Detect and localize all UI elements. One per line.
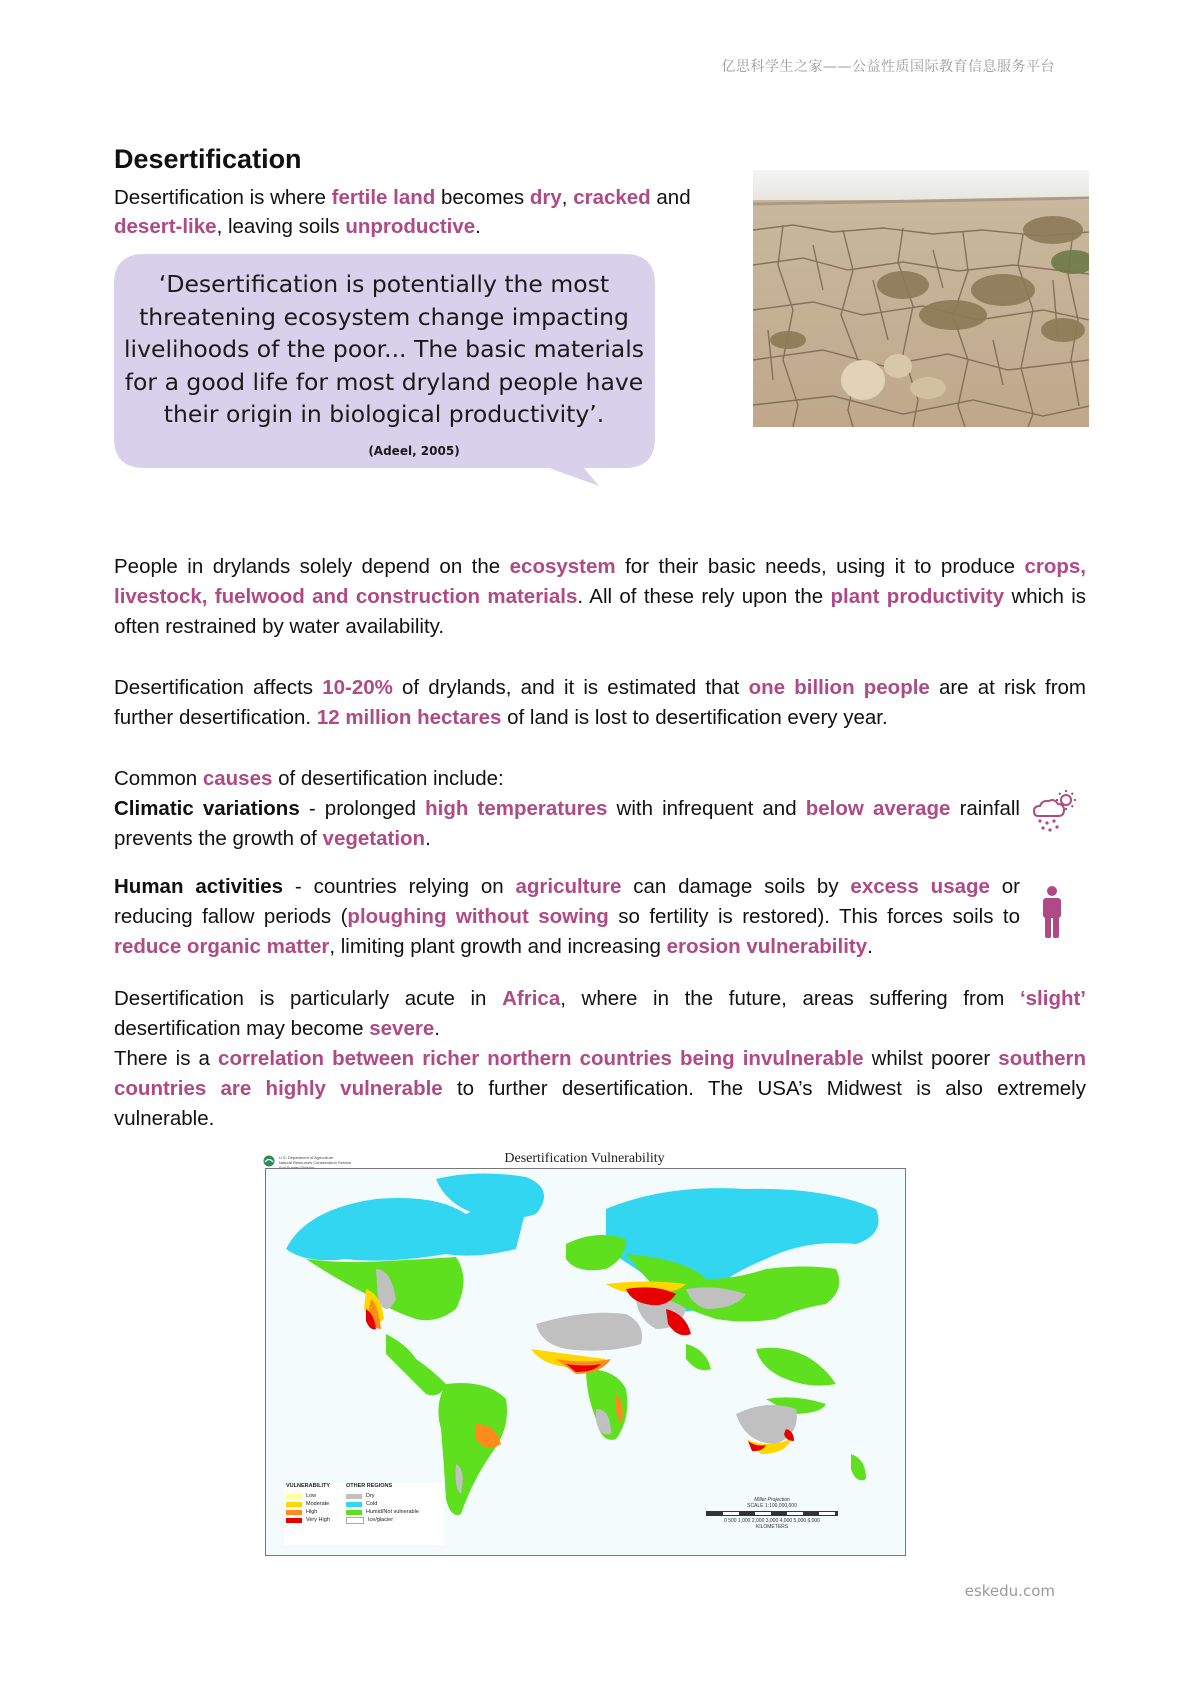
legend-item: Very High bbox=[286, 1516, 330, 1524]
legend-item: Low bbox=[286, 1492, 330, 1500]
legend-item: High bbox=[286, 1508, 330, 1516]
legend-swatch-high bbox=[286, 1510, 302, 1515]
africa-paragraph: Desertification is particularly acute in Africa, where in the future, areas suffering from ‘slight’ desertification may become severe. There is a correlation between richer northern countries being invulnerable whilst poorer southern countries are highly vulnerable to further desertification. The USA’s Midwest is also extremely vulnerable. bbox=[114, 987, 1087, 1130]
legend-swatch-moderate bbox=[286, 1502, 302, 1507]
weather-rain-sun-icon bbox=[1030, 788, 1080, 834]
legend-item: Dry bbox=[346, 1492, 419, 1500]
legend-swatch-dry bbox=[346, 1494, 362, 1499]
statistics-paragraph: Desertification affects 10-20% of drylands, and it is estimated that one billion people are at risk from further desertification. 12 million hectares of land is lost to desertification every year. bbox=[114, 676, 1087, 729]
legend-item: Cold bbox=[346, 1500, 419, 1508]
legend-swatch-humid bbox=[346, 1510, 362, 1515]
map-legend bbox=[284, 1483, 444, 1545]
map-agency-block: U.S. Department of Agriculture Natural Resources Conservation Service bbox=[263, 1155, 351, 1175]
map-title: Desertification Vulnerability bbox=[504, 1151, 665, 1166]
human-activities-paragraph: Human activities - countries relying on agriculture can damage soils by excess usage or reducing fallow periods (ploughing without sowing so fertility is restored). This forces soils to reduce organic matter, limiting plant growth and increasing erosion vulnerability. bbox=[114, 875, 1020, 958]
legend-item: Moderate bbox=[286, 1500, 330, 1508]
quote-text: ‘Desertification is potentially the most threatening ecosystem change impacting livelihoods of the poor... The basic materials for a good life for most dryland people have their origin in biological productivity’.(Adeel, 2005) bbox=[124, 270, 644, 458]
cracked-earth-photo bbox=[753, 170, 1089, 427]
person-icon bbox=[1040, 886, 1064, 938]
intro-paragraph: Desertification is where fertile land becomes dry, cracked and desert-like, leaving soils unproductive. bbox=[114, 186, 691, 238]
map-frame bbox=[265, 1168, 906, 1556]
desertification-vulnerability-map bbox=[263, 1151, 906, 1556]
legend-swatch-ice bbox=[346, 1517, 364, 1524]
legend-vulnerability: VULNERABILITY Low Moderate High Very High bbox=[286, 1483, 330, 1523]
legend-swatch-low bbox=[286, 1494, 302, 1499]
legend-item: Ice/glacier bbox=[346, 1516, 419, 1524]
climatic-paragraph: Climatic variations - prolonged high temperatures with infrequent and below average rainfall prevents the growth of vegetation. bbox=[114, 797, 1020, 850]
legend-swatch-cold bbox=[346, 1502, 362, 1507]
page-header: 亿思科学生之家——公益性质国际教育信息服务平台 bbox=[721, 59, 1055, 75]
legend-swatch-very-high bbox=[286, 1518, 302, 1523]
causes-heading: Common causes of desertification include: bbox=[114, 767, 504, 790]
page-title: Desertification bbox=[114, 144, 302, 174]
legend-other-regions: OTHER REGIONS Dry Cold Humid/Not vulnerable Ice/glacier bbox=[346, 1483, 419, 1523]
quote-citation: (Adeel, 2005) bbox=[368, 443, 460, 458]
legend-item: Humid/Not vulnerable bbox=[346, 1508, 419, 1516]
scale-bar bbox=[706, 1511, 838, 1516]
map-scale: Miller Projection SCALE 1:100,000,000 0 500 1,000 2,000 3,000 4,000 5,000 6,000 KILOMETERS bbox=[706, 1497, 838, 1530]
ecosystem-paragraph: People in drylands solely depend on the ecosystem for their basic needs, using it to produce crops, livestock, fuelwood and construction materials. All of these rely upon the plant productivity which is often restrained by water availability. bbox=[114, 555, 1087, 638]
page-footer: eskedu.com bbox=[964, 1582, 1055, 1600]
